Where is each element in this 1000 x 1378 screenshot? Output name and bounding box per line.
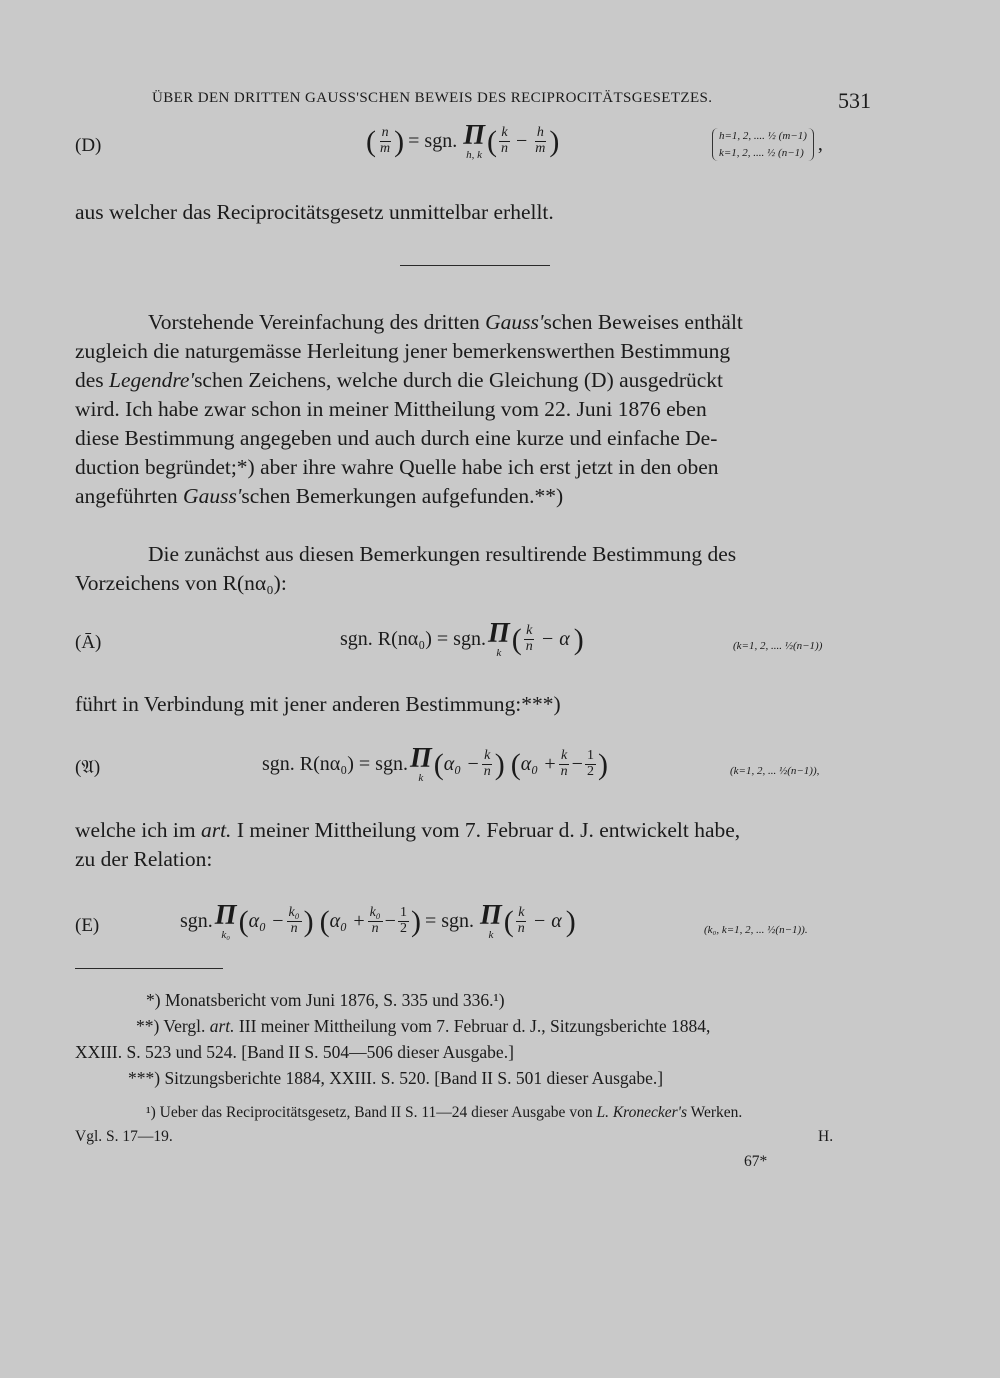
paragraph-3-line-2: Vorzeichens von R(nα₀):: [75, 571, 287, 595]
paragraph-2-line-4: wird. Ich habe zwar schon in meiner Mittheilung vom 22. Juni 1876 eben: [75, 397, 707, 421]
editorial-note-sign: H.: [818, 1128, 834, 1145]
equation-label-a: (Ā): [75, 632, 102, 653]
equation-e: sgn. Π k₀ ( α₀ − $\frac{\text{k₀}}{n}$ ) ( α₀ + $\frac{\text{k₀}}{n}$ − $\frac{1}{2}$ ) = sgn. Π k ( $\frac{k}{n}$ − α ): [180, 900, 576, 941]
equation-label-e: (E): [75, 915, 100, 936]
paragraph-1: aus welcher das Reciprocitätsgesetz unmittelbar erhellt.: [75, 200, 554, 224]
editorial-note-line-1: ¹) Ueber das Reciprocitätsgesetz, Band II S. 11—24 dieser Ausgabe von L. Kronecker's Werken.: [146, 1104, 743, 1121]
footnote-rule: [75, 968, 223, 969]
paragraph-2-line-1: Vorstehende Vereinfachung des dritten Gauss'schen Beweises enthält: [148, 310, 743, 334]
paragraph-2-line-7: angeführten Gauss'schen Bemerkungen aufgefunden.**): [75, 484, 564, 508]
paragraph-4: führt in Verbindung mit jener anderen Bestimmung:***): [75, 692, 561, 716]
footnote-2-line-2: XXIII. S. 523 und 524. [Band II S. 504—506 dieser Ausgabe.]: [75, 1042, 514, 1062]
equation-fraktur-a: sgn. R(nα₀) = sgn. Π k ( α₀ − $\frac{k}{n}$ ) ( α₀ + $\frac{k}{n}$ − $\frac{1}{2}$ ): [262, 743, 608, 784]
footnote-3: ***) Sitzungsberichte 1884, XXIII. S. 520. [Band II S. 501 dieser Ausgabe.]: [128, 1068, 664, 1088]
footnote-2-line-1: **) Vergl. art. III meiner Mittheilung vom 7. Februar d. J., Sitzungsberichte 1884,: [136, 1016, 711, 1036]
equation-a-range: (k=1, 2, .... ½(n−1)): [733, 640, 823, 652]
paragraph-2-line-6: duction begründet;*) aber ihre wahre Quelle habe ich erst jetzt in den oben: [75, 455, 719, 479]
product-symbol: Π k: [409, 743, 432, 784]
equation-label-fraktur-a: (𝔄): [75, 757, 101, 778]
product-symbol: Π h, k: [463, 120, 485, 161]
paragraph-2-line-2: zugleich die naturgemässe Herleitung jener bemerkenswerthen Bestimmung: [75, 339, 731, 363]
paragraph-5-line-2: zu der Relation:: [75, 847, 213, 871]
paragraph-2-line-5: diese Bestimmung angegeben und auch durch eine kurze und einfache De-: [75, 426, 718, 450]
editorial-note-line-2: Vgl. S. 17—19.: [75, 1128, 173, 1145]
page-number: 531: [838, 88, 871, 113]
paragraph-5-line-1: welche ich im art. I meiner Mittheilung vom 7. Februar d. J. entwickelt habe,: [75, 818, 741, 842]
separator-rule: [400, 265, 550, 266]
equation-d: ( $\frac{n}{m}$ ) = sgn. Π h, k ( $\frac{k}{n}$ − $\frac{h}{m}$ ): [366, 120, 560, 161]
equation-a: sgn. R(nα₀) = sgn. Π k ( $\frac{k}{n}$ − α ): [340, 618, 584, 659]
equation-fraktur-a-range: (k=1, 2, ... ½(n−1)),: [730, 765, 820, 777]
equation-e-range: (k₀, k=1, 2, ... ½(n−1)).: [704, 924, 808, 936]
product-symbol: Π k₀: [214, 900, 237, 941]
equation-label-d: (D): [75, 135, 102, 156]
paragraph-2-line-3: des Legendre'schen Zeichens, welche durch die Gleichung (D) ausgedrückt: [75, 368, 723, 392]
running-title: ÜBER DEN DRITTEN GAUSS'SCHEN BEWEIS DES RECIPROCITÄTSGESETZES.: [152, 90, 713, 106]
product-symbol: Π k: [487, 618, 510, 659]
paragraph-3-line-1: Die zunächst aus diesen Bemerkungen resultirende Bestimmung des: [148, 542, 737, 566]
product-symbol: Π k: [480, 900, 502, 941]
printer-signature: 67*: [744, 1153, 768, 1170]
footnote-1: *) Monatsbericht vom Juni 1876, S. 335 und 336.¹): [146, 990, 505, 1010]
equation-d-range: h=1, 2, .... ½ (m−1) k=1, 2, .... ½ (n−1) ,: [712, 128, 823, 161]
